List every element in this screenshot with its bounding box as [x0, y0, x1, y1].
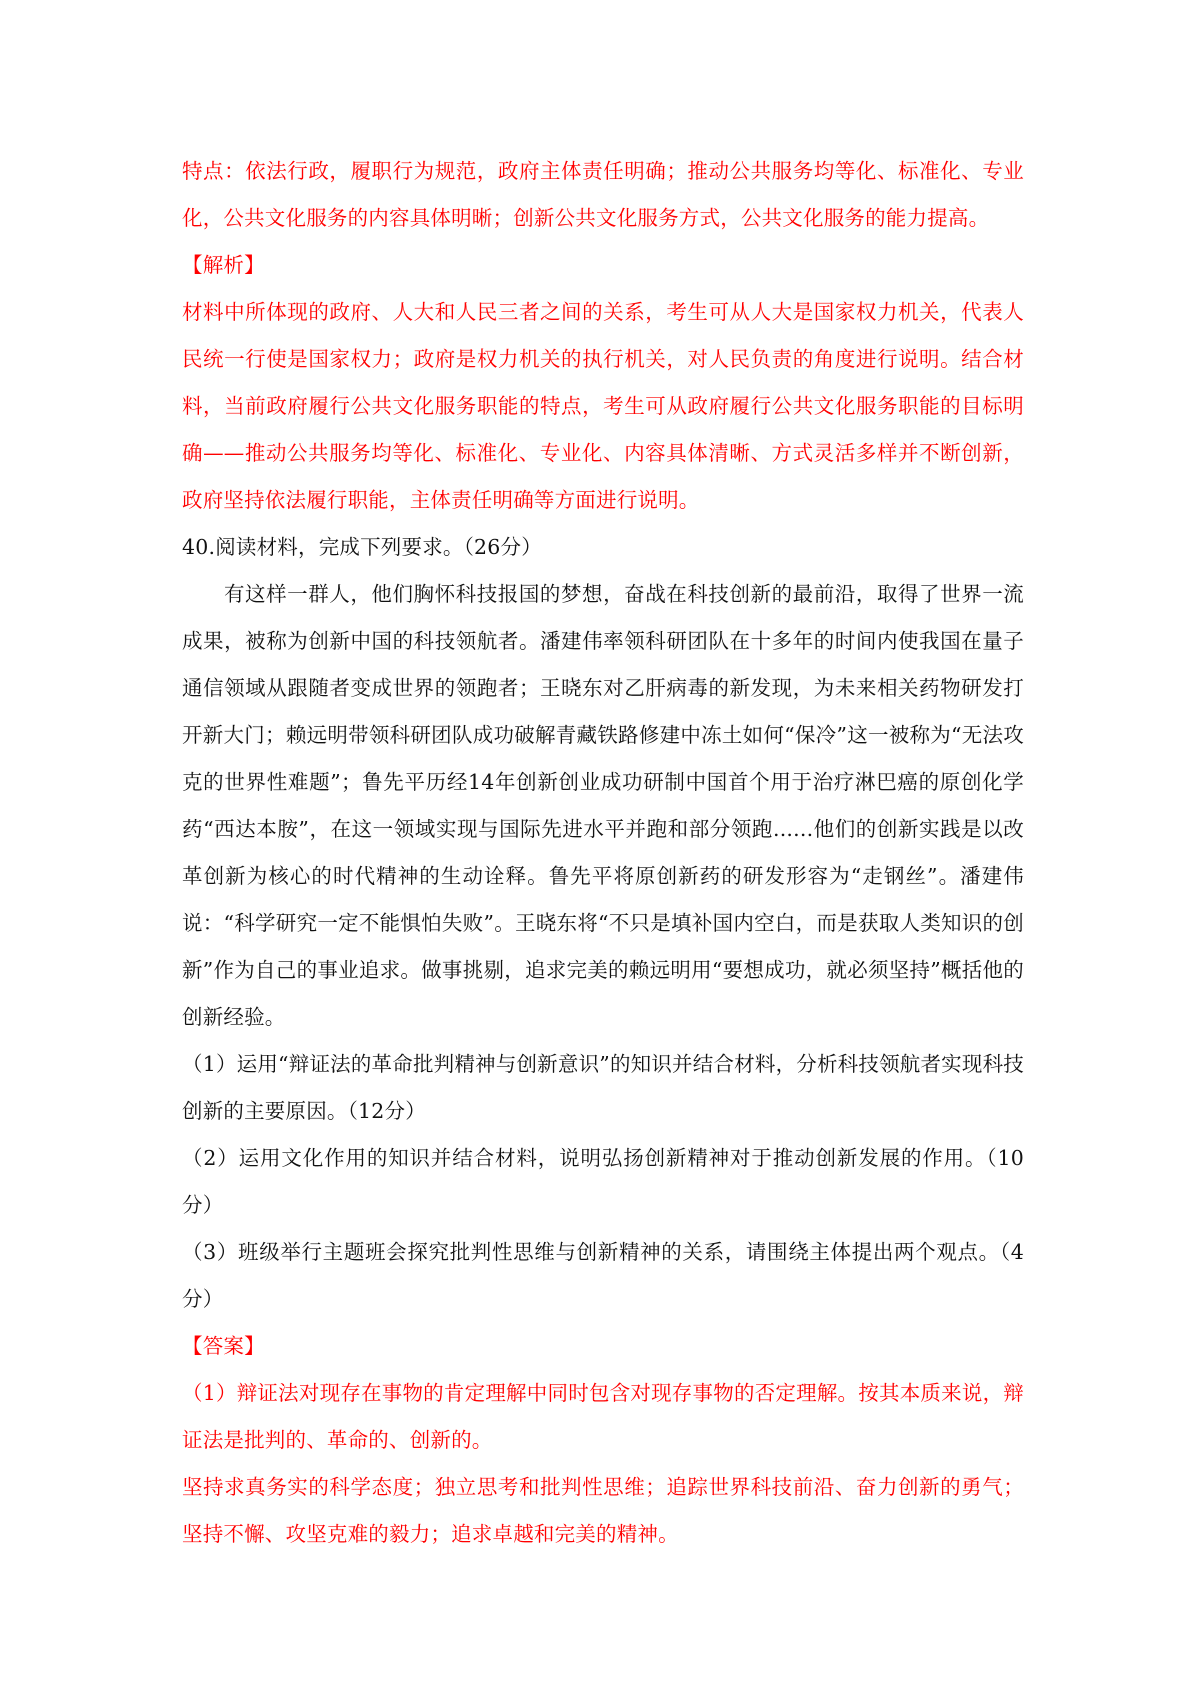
q40-answer-1: （1）辩证法对现存在事物的肯定理解中同时包含对现存事物的否定理解。按其本质来说，辩证法是批判的、革命的、创新的。 — [182, 1381, 1024, 1452]
q40-question-3: （3）班级举行主题班会探究批判性思维与创新精神的关系，请围绕主体提出两个观点。（4分） — [182, 1240, 1024, 1311]
q40-answer-2: 坚持求真务实的科学态度；独立思考和批判性思维；追踪世界科技前沿、奋力创新的勇气；坚持不懈、攻坚克难的毅力；追求卓越和完美的精神。 — [182, 1475, 1024, 1546]
analysis-tag: 【解析】 — [182, 253, 265, 277]
q39-answer-paragraph: 特点：依法行政，履职行为规范，政府主体责任明确；推动公共服务均等化、标准化、专业化，公共文化服务的内容具体明晰；创新公共文化服务方式，公共文化服务的能力提高。 — [182, 159, 1024, 230]
q40-question-1: （1）运用“辩证法的革命批判精神与创新意识”的知识并结合材料，分析科技领航者实现科技创新的主要原因。（12分） — [182, 1052, 1024, 1123]
q40-heading: 40.阅读材料，完成下列要求。（26分） — [182, 535, 542, 559]
q39-analysis-paragraph: 材料中所体现的政府、人大和人民三者之间的关系，考生可从人大是国家权力机关，代表人民统一行使是国家权力；政府是权力机关的执行机关，对人民负责的角度进行说明。结合材料，当前政府履行公共文化服务职能的特点，考生可从政府履行公共文化服务职能的目标明确——推动公共服务均等化、标准化、专业化、内容具体清晰、方式灵活多样并不断创新，政府坚持依法履行职能，主体责任明确等方面进行说明。 — [182, 300, 1024, 512]
q40-question-2: （2）运用文化作用的知识并结合材料，说明弘扬创新精神对于推动创新发展的作用。（10分） — [182, 1146, 1024, 1217]
q40-material-paragraph: 有这样一群人，他们胸怀科技报国的梦想，奋战在科技创新的最前沿，取得了世界一流成果，被称为创新中国的科技领航者。潘建伟率领科研团队在十多年的时间内使我国在量子通信领域从跟随者变成世界的领跑者；王晓东对乙肝病毒的新发现，为未来相关药物研发打开新大门；赖远明带领科研团队成功破解青藏铁路修建中冻土如何“保冷”这一被称为“无法攻克的世界性难题”；鲁先平历经14年创新创业成功研制中国首个用于治疗淋巴癌的原创化学药“西达本胺”，在这一领域实现与国际先进水平并跑和部分领跑......他们的创新实践是以改革创新为核心的时代精神的生动诠释。鲁先平将原创新药的研发形容为“走钢丝”。潘建伟说：“科学研究一定不能惧怕失败”。王晓东将“不只是填补国内空白，而是获取人类知识的创新”作为自己的事业追求。做事挑剔，追求完美的赖远明用“要想成功，就必须坚持”概括他的创新经验。 — [182, 582, 1024, 1029]
answer-tag: 【答案】 — [182, 1334, 265, 1358]
page-content — [182, 148, 1024, 1558]
